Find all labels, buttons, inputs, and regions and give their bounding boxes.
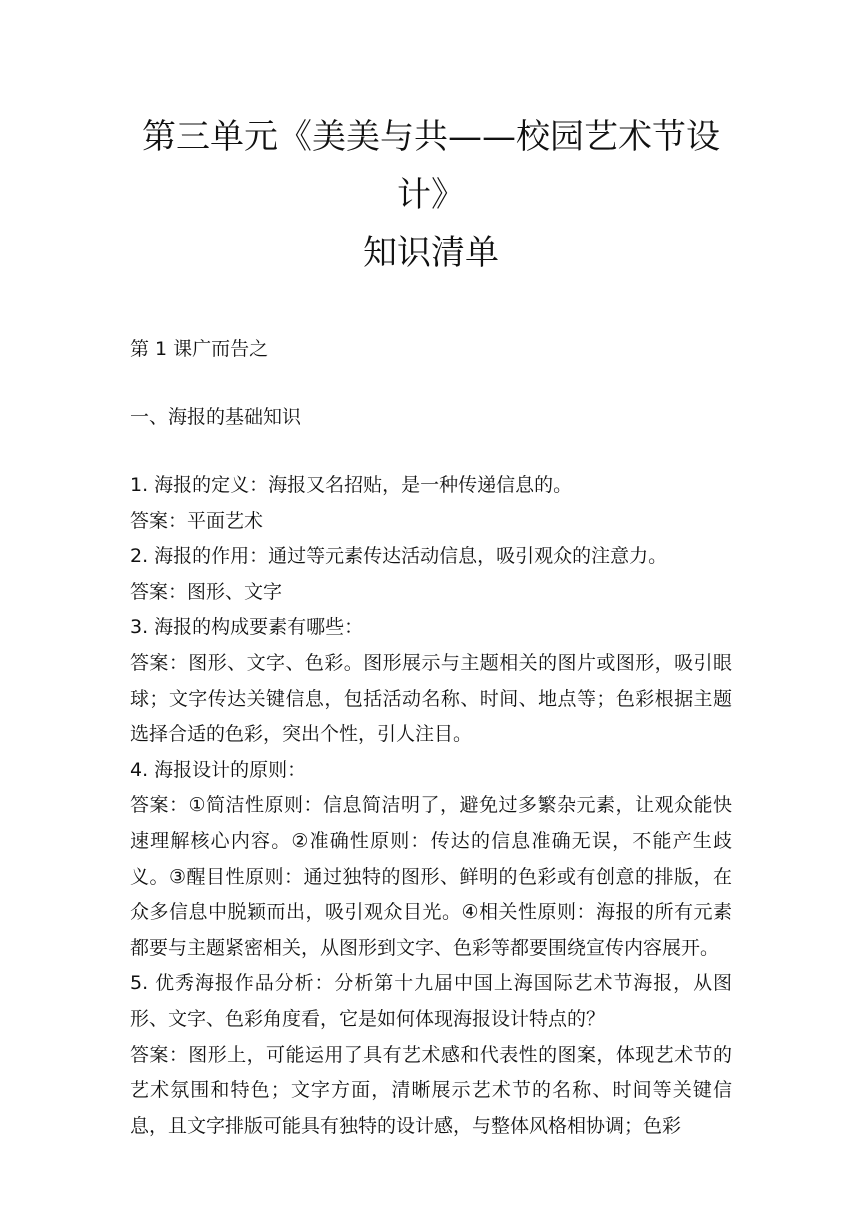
title-line-2: 知识清单 xyxy=(363,233,499,273)
question-4: 4. 海报设计的原则： xyxy=(130,758,307,781)
title-line-1: 第三单元《美美与共——校园艺术节设计》 xyxy=(142,117,720,215)
lesson-heading: 第 1 课广而告之 xyxy=(130,338,269,360)
section-heading: 一、海报的基础知识 xyxy=(130,406,302,428)
document-title xyxy=(130,108,732,282)
question-3: 3. 海报的构成要素有哪些： xyxy=(130,616,364,639)
question-5: 5. 优秀海报作品分析：分析第十九届中国上海国际艺术节海报，从图形、文字、色彩角度看，它是如何体现海报设计特点的？ xyxy=(130,972,732,1030)
answer-4: 答案：①简洁性原则：信息简洁明了，避免过多繁杂元素，让观众能快速理解核心内容。②准确性原则：传达的信息准确无误，不能产生歧义。③醒目性原则：通过独特的图形、鲜明的色彩或有创意的排版，在众多信息中脱颖而出，吸引观众目光。④相关性原则：海报的所有元素都要与主题紧密相关，从图形到文字、色彩等都要围绕宣传内容展开。 xyxy=(130,794,732,959)
document-page xyxy=(130,108,732,1144)
answer-2: 答案：图形、文字 xyxy=(130,580,283,603)
answer-5: 答案：图形上，可能运用了具有艺术感和代表性的图案，体现艺术节的艺术氛围和特色；文字方面，清晰展示艺术节的名称、时间等关键信息，且文字排版可能具有独特的设计感，与整体风格相协调；色彩 xyxy=(130,1043,732,1137)
question-1: 1. 海报的定义：海报又名招贴，是一种传递信息的。 xyxy=(130,474,573,496)
question-2: 2. 海报的作用：通过等元素传达活动信息，吸引观众的注意力。 xyxy=(130,545,668,568)
answer-3: 答案：图形、文字、色彩。图形展示与主题相关的图片或图形，吸引眼球；文字传达关键信息，包括活动名称、时间、地点等；色彩根据主题选择合适的色彩，突出个性，引人注目。 xyxy=(130,651,732,746)
answer-1: 答案：平面艺术 xyxy=(130,509,264,532)
qa-list xyxy=(130,468,732,1144)
